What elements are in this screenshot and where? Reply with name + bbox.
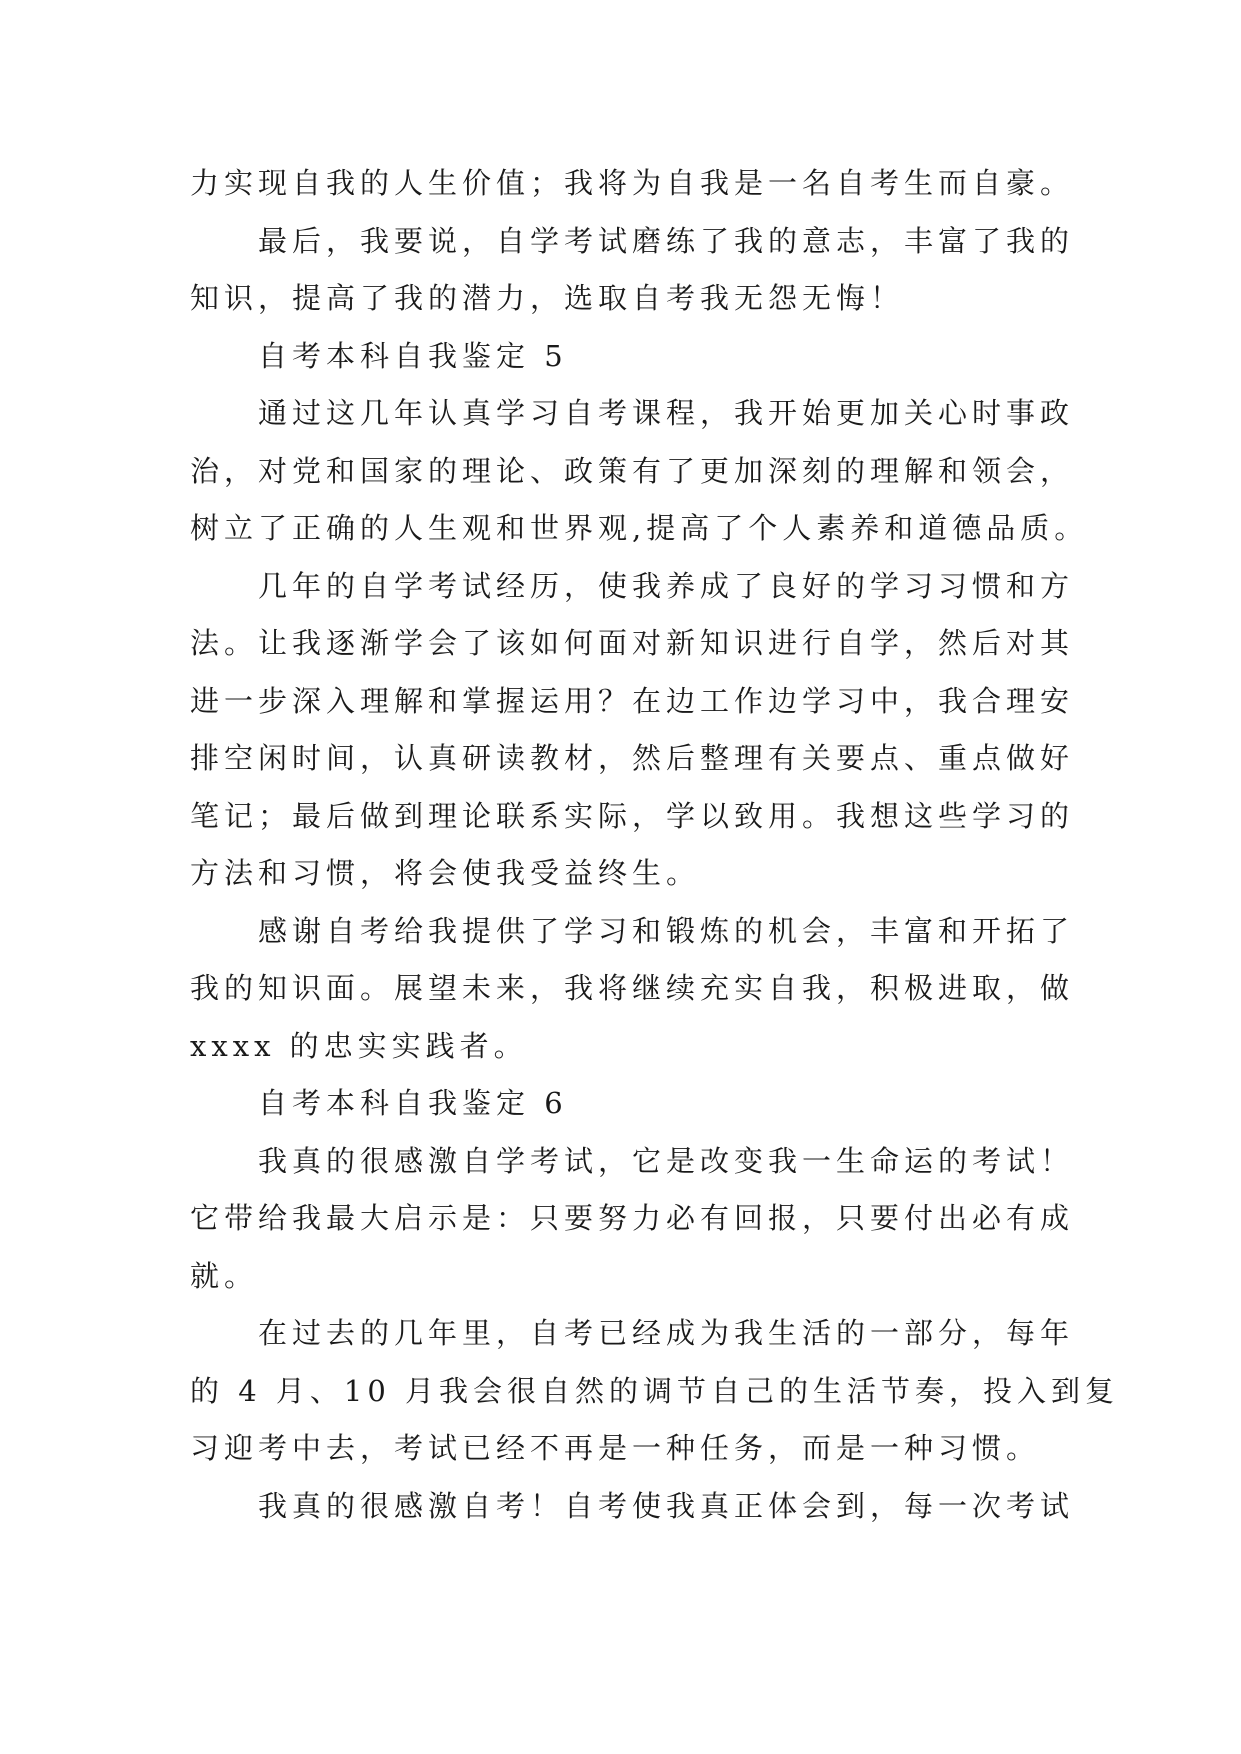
paragraph-first-line: 在过去的几年里，自考已经成为我生活的一部分，每年: [258, 1316, 1075, 1350]
document-body: [190, 155, 1120, 1535]
text-line: 习迎考中去，考试已经不再是一种任务，而是一种习惯。: [190, 1431, 1041, 1465]
paragraph-first-line: 通过这几年认真学习自考课程，我开始更加关心时事政: [258, 396, 1075, 430]
paragraph-first-line: 自考本科自我鉴定 5: [258, 338, 568, 373]
text-line: 治，对党和国家的理论、政策有了更加深刻的理解和领会，: [190, 453, 1075, 488]
text-line: 方法和习惯，将会使我受益终生。: [190, 856, 701, 890]
text-line: 就。: [190, 1258, 259, 1293]
text-line: 力实现自我的人生价值；我将为自我是一名自考生而自豪。: [190, 166, 1075, 200]
text-line: 我的知识面。展望未来，我将继续充实自我，积极进取，做: [190, 971, 1075, 1005]
paragraph-first-line: 几年的自学考试经历，使我养成了良好的学习习惯和方: [258, 568, 1075, 603]
text-line: 进一步深入理解和掌握运用？在边工作边学习中，我合理安: [190, 683, 1075, 718]
text-line: 它带给我最大启示是：只要努力必有回报，只要付出必有成: [190, 1201, 1075, 1235]
text-line: xxxx 的忠实实践者。: [190, 1028, 528, 1063]
text-line: 的 4 月、10 月我会很自然的调节自己的生活节奏，投入到复: [190, 1373, 1120, 1408]
paragraph-first-line: 自考本科自我鉴定 6: [258, 1086, 568, 1120]
paragraph-first-line: 我真的很感激自考！自考使我真正体会到，每一次考试: [258, 1488, 1075, 1523]
text-line: 法。让我逐渐学会了该如何面对新知识进行自学，然后对其: [190, 626, 1075, 660]
paragraph-first-line: 我真的很感激自学考试，它是改变我一生命运的考试！: [258, 1143, 1075, 1178]
text-line: 排空闲时间，认真研读教材，然后整理有关要点、重点做好: [190, 741, 1075, 775]
text-line: 笔记；最后做到理论联系实际，学以致用。我想这些学习的: [190, 798, 1075, 833]
paragraph-first-line: 最后，我要说，自学考试磨练了我的意志，丰富了我的: [258, 223, 1075, 258]
text-line: 知识，提高了我的潜力，选取自考我无怨无悔！: [190, 281, 905, 315]
paragraph-first-line: 感谢自考给我提供了学习和锻炼的机会，丰富和开拓了: [258, 913, 1075, 948]
text-line: 树立了正确的人生观和世界观,提高了个人素养和道德品质。: [190, 511, 1089, 545]
